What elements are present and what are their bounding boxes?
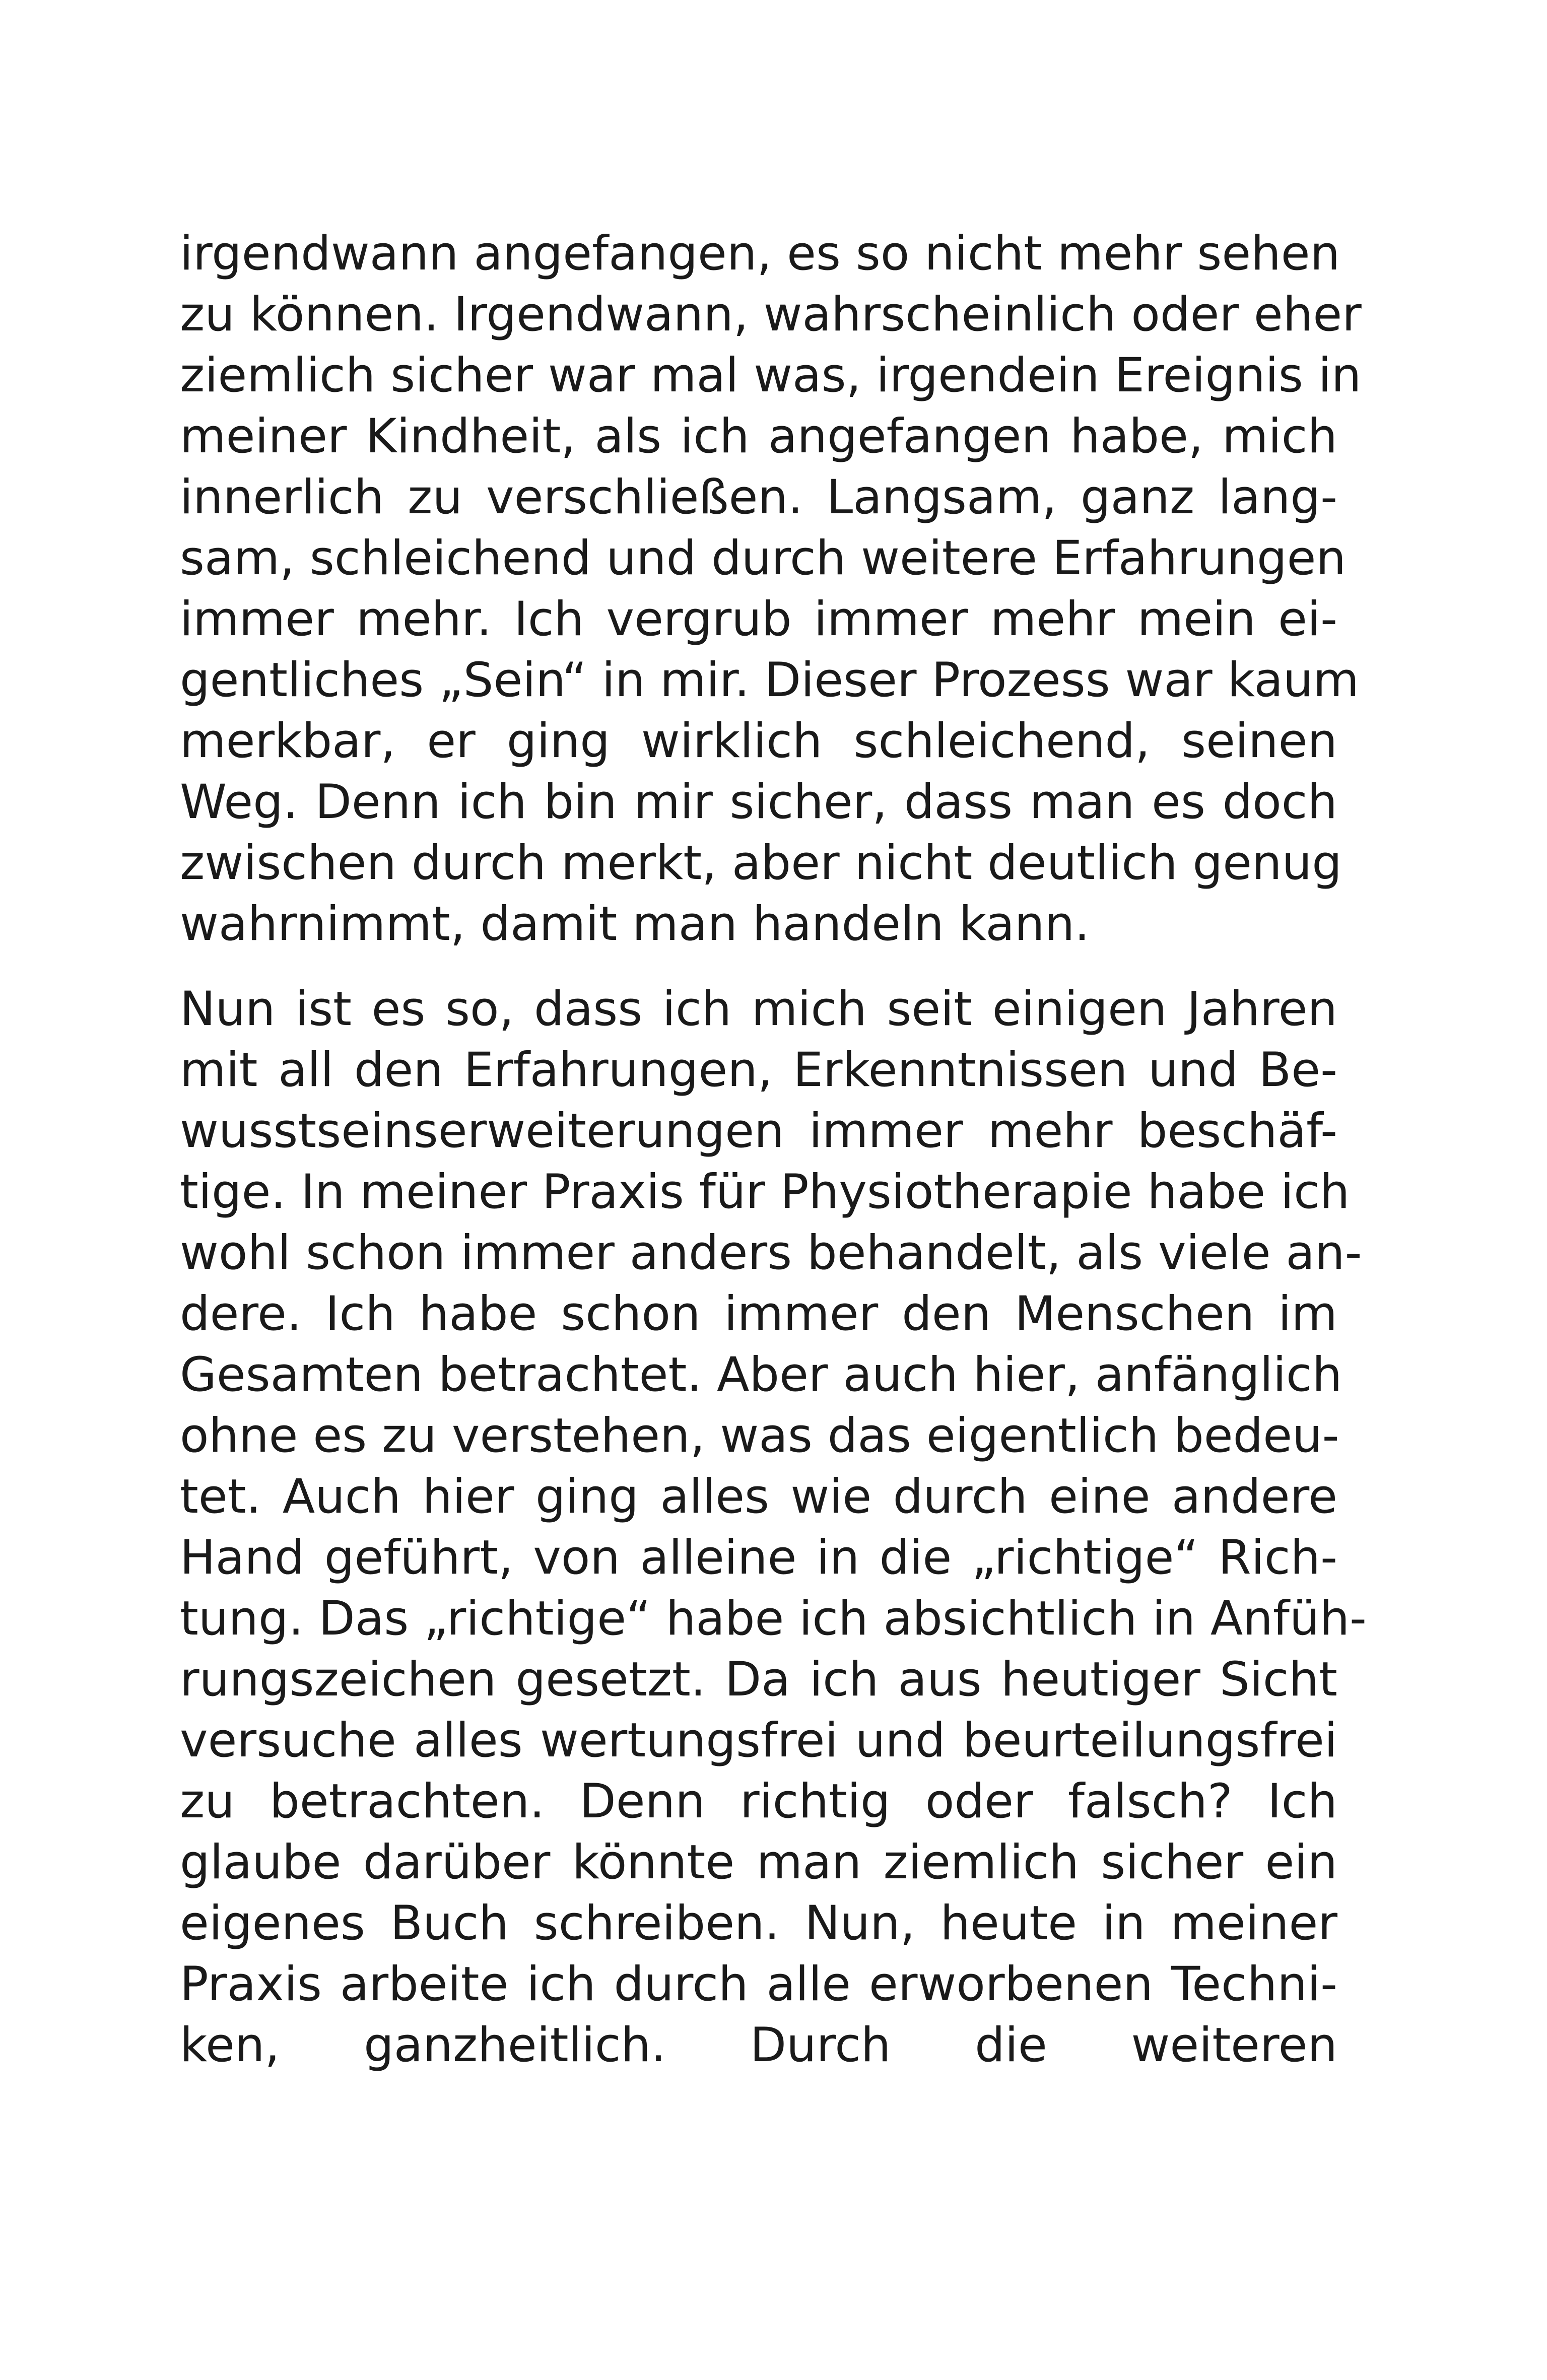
text-line: zu betrachten. Denn richtig oder falsch? Ich [180, 1774, 1337, 1829]
text-line: ohne es zu verstehen, was das eigentlich bedeu- [180, 1408, 1339, 1463]
text-line: wohl schon immer anders behandelt, als viele an- [180, 1226, 1362, 1280]
text-line: dere. Ich habe schon immer den Menschen im [180, 1286, 1337, 1341]
text-line: tung. Das „richtige“ habe ich absichtlich in Anfüh- [180, 1591, 1367, 1646]
text-line: glaube darüber könnte man ziemlich sicher ein [180, 1835, 1337, 1890]
text-line: Praxis arbeite ich durch alle erworbenen Techni- [180, 1957, 1337, 2012]
text-line: wahrnimmt, damit man handeln kann. [180, 897, 1090, 951]
text-line: gentliches „Sein“ in mir. Dieser Prozess war kaum [180, 653, 1360, 708]
text-line: Hand geführt, von alleine in die „richtige“ Rich- [180, 1530, 1337, 1585]
text-line: wusstseinserweiterungen immer mehr beschäf- [180, 1104, 1337, 1159]
text-line: ken, ganzheitlich. Durch die weiteren [180, 2018, 1337, 2073]
text-line: tet. Auch hier ging alles wie durch eine andere [180, 1469, 1337, 1524]
text-line: zwischen durch merkt, aber nicht deutlich genug [180, 836, 1342, 891]
text-line: eigenes Buch schreiben. Nun, heute in meiner [180, 1896, 1337, 1951]
text-line: merkbar, er ging wirklich schleichend, seinen [180, 714, 1337, 769]
text-line: irgendwann angefangen, es so nicht mehr sehen [180, 226, 1340, 281]
text-line: immer mehr. Ich vergrub immer mehr mein ei- [180, 592, 1337, 647]
text-line: meiner Kindheit, als ich angefangen habe, mich [180, 409, 1337, 464]
text-line: rungszeichen gesetzt. Da ich aus heutiger Sicht [180, 1652, 1337, 1707]
text-line: mit all den Erfahrungen, Erkenntnissen und Be- [180, 1043, 1337, 1098]
text-line: Gesamten betrachtet. Aber auch hier, anfänglich [180, 1347, 1342, 1402]
paragraph-2 [180, 979, 1367, 2076]
text-line: innerlich zu verschließen. Langsam, ganz lang- [180, 470, 1337, 525]
text-line: tige. In meiner Praxis für Physiotherapie habe ich [180, 1165, 1350, 1219]
text-line: zu können. Irgendwann, wahrscheinlich oder eher [180, 287, 1362, 342]
text-line: sam, schleichend und durch weitere Erfahrungen [180, 531, 1347, 586]
text-line: Weg. Denn ich bin mir sicher, dass man es doch [180, 775, 1337, 830]
text-line: ziemlich sicher war mal was, irgendein Ereignis in [180, 348, 1362, 403]
text-line: Nun ist es so, dass ich mich seit einigen Jahren [180, 982, 1337, 1037]
paragraph-1 [180, 223, 1362, 955]
text-line: versuche alles wertungsfrei und beurteilungsfrei [180, 1713, 1337, 1768]
